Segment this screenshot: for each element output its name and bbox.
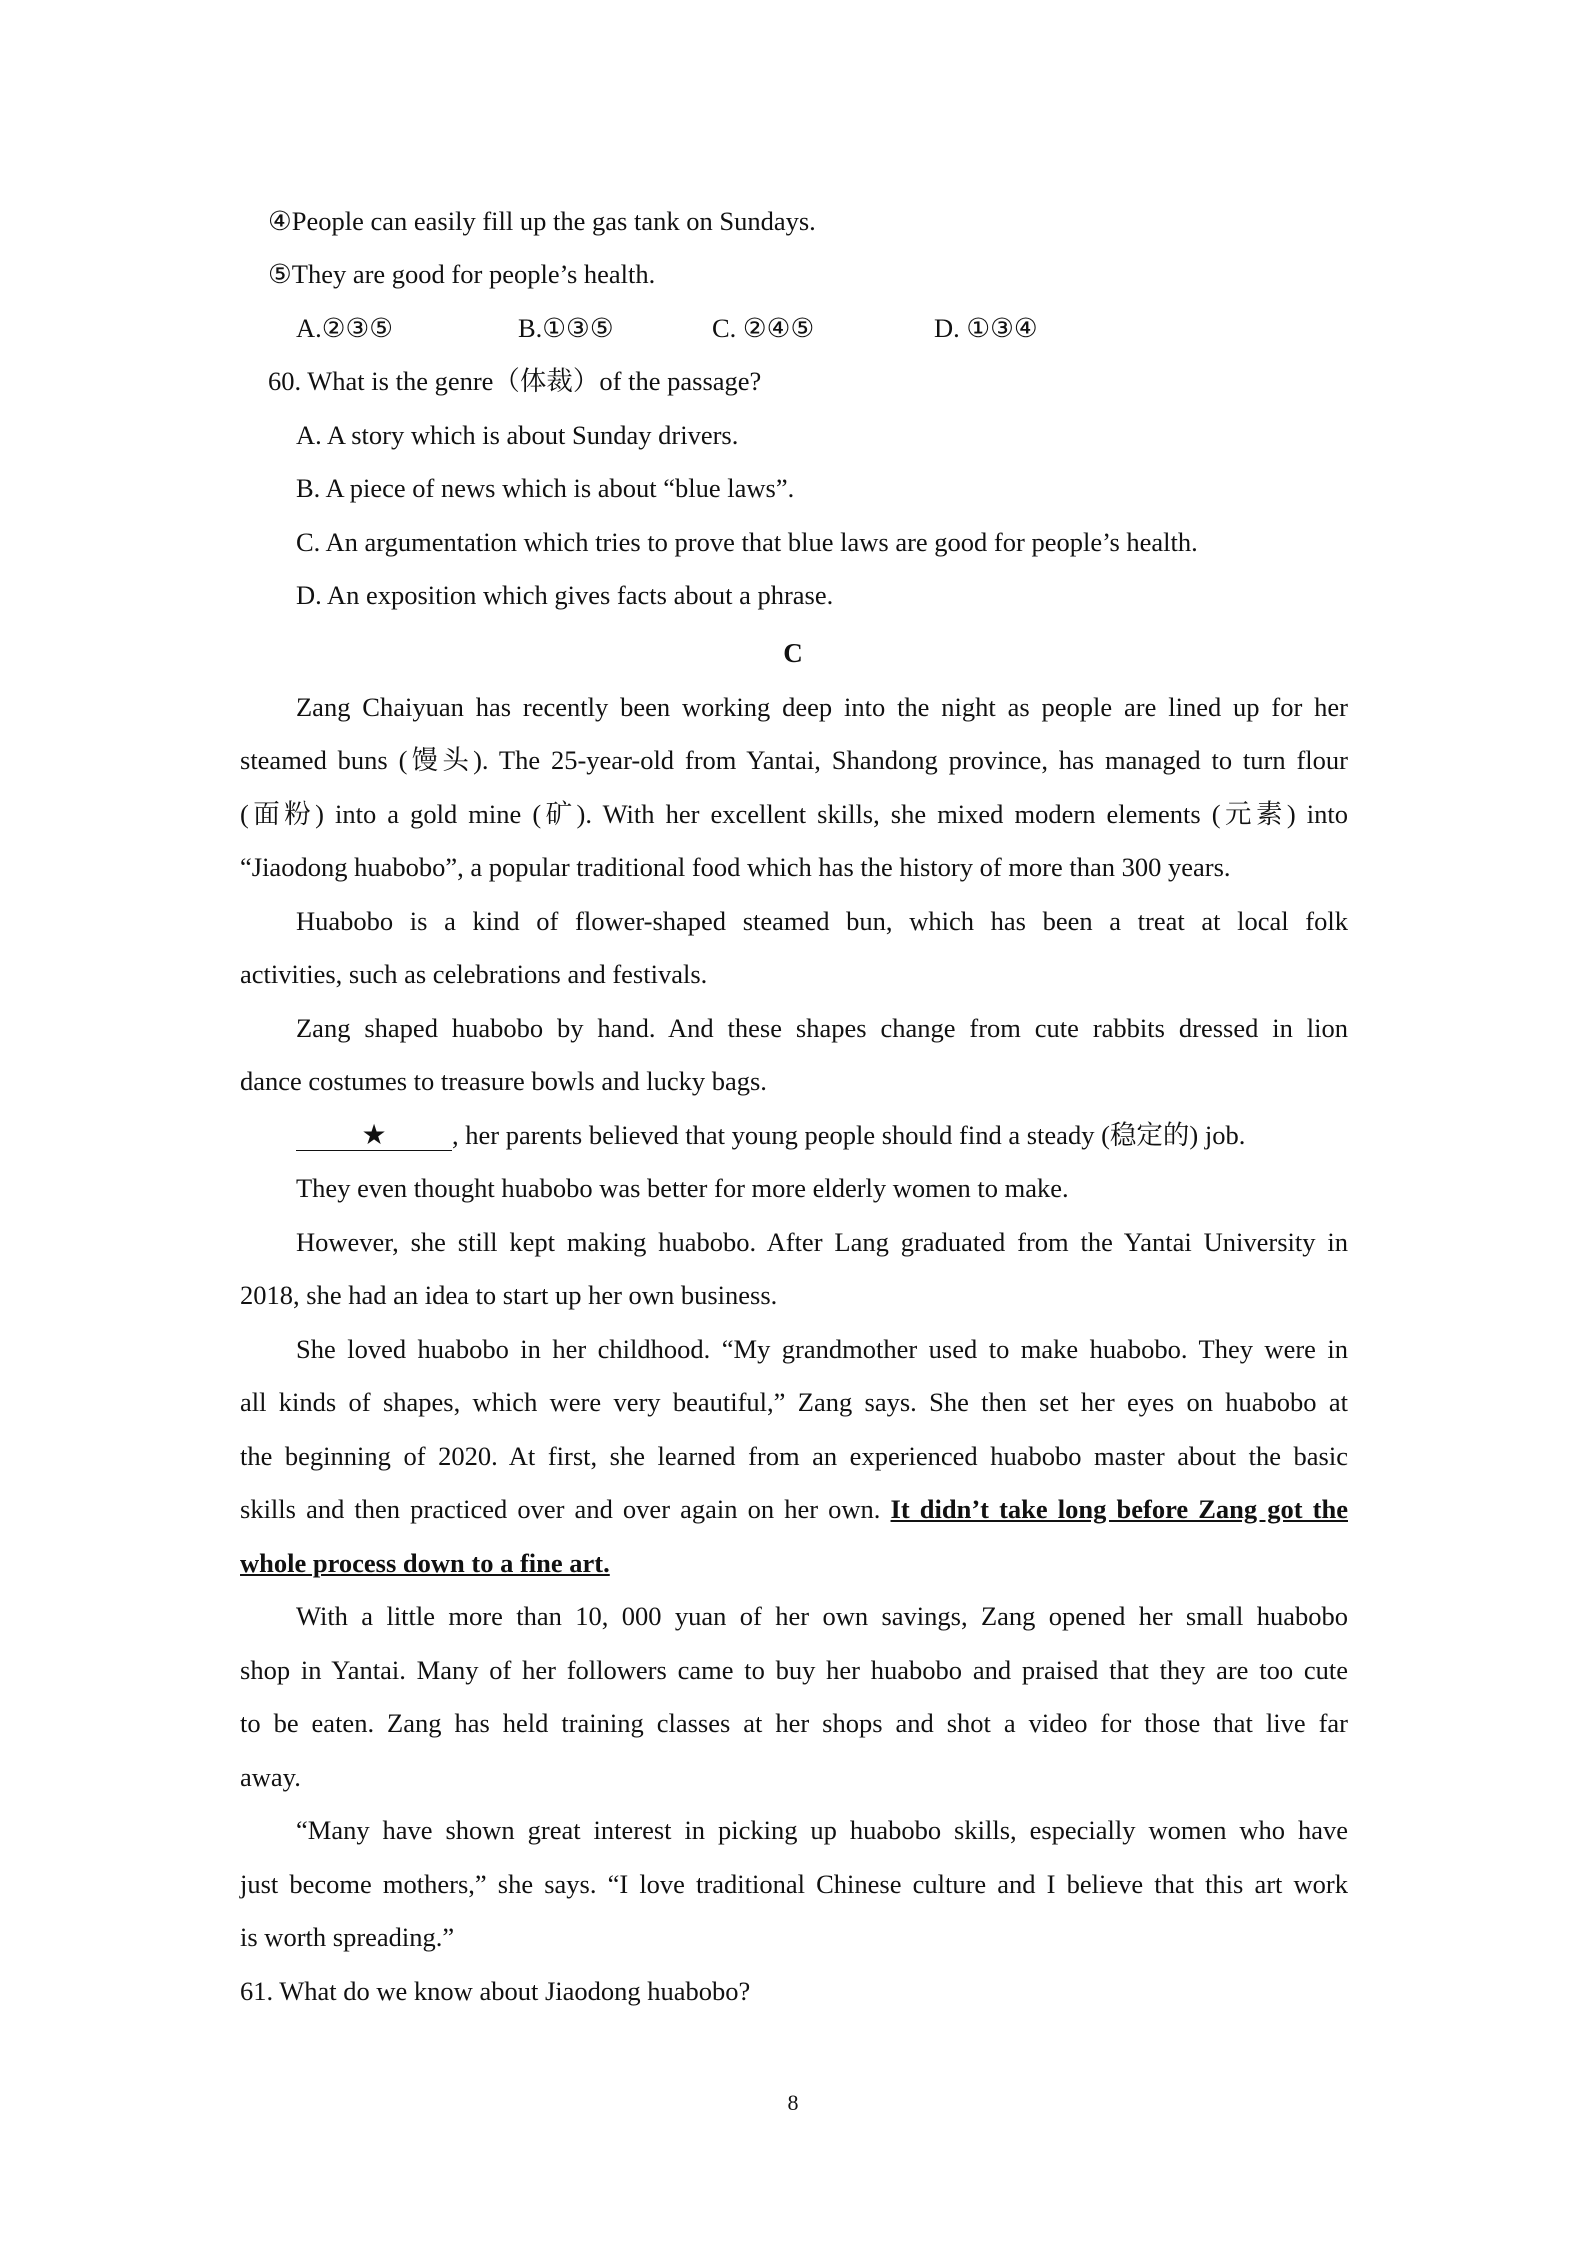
paragraph-line: activities, such as celebrations and festivals. <box>240 959 708 989</box>
paragraph-line: all kinds of shapes, which were very beautiful,” Zang says. She then set her eyes on huabobo at <box>240 1387 1348 1417</box>
paragraph-line: Zang shaped huabobo by hand. And these shapes change from cute rabbits dressed in lion <box>296 1013 1348 1043</box>
paragraph-line: dance costumes to treasure bowls and lucky bags. <box>240 1066 767 1096</box>
q61-stem: 61. What do we know about Jiaodong huabobo? <box>240 1976 751 2006</box>
paragraph-line: Zang Chaiyuan has recently been working deep into the night as people are lined up for her <box>296 692 1348 722</box>
paragraph-line: “Jiaodong huabobo”, a popular traditional food which has the history of more than 300 years. <box>240 852 1231 882</box>
paragraph-line-mixed <box>240 1492 1348 1526</box>
q59-option-4: ④People can easily fill up the gas tank on Sundays. <box>268 206 816 236</box>
section-heading: C <box>783 638 803 668</box>
q59-choice-d: D. ①③④ <box>934 313 1038 343</box>
paragraph-line: away. <box>240 1762 301 1792</box>
paragraph-line: However, she still kept making huabobo. After Lang graduated from the Yantai University in <box>296 1227 1348 1257</box>
paragraph-text: skills and then practiced over and over again on her own. <box>240 1494 891 1524</box>
paragraph-line: She loved huabobo in her childhood. “My grandmother used to make huabobo. They were in <box>296 1334 1348 1364</box>
page-number: 8 <box>787 2090 799 2115</box>
paragraph-line: steamed buns (馒头). The 25-year-old from Yantai, Shandong province, has managed to turn flour <box>240 745 1348 775</box>
paragraph-text: , her parents believed that young people should find a steady (稳定的) job. <box>452 1120 1246 1150</box>
answer-blank[interactable] <box>296 1121 452 1151</box>
paragraph-line: “Many have shown great interest in picking up huabobo skills, especially women who have <box>296 1815 1348 1845</box>
q60-choice-c: C. An argumentation which tries to prove that blue laws are good for people’s health. <box>296 527 1198 557</box>
paragraph-line <box>240 1546 610 1580</box>
q59-choice-b: B.①③⑤ <box>518 313 614 343</box>
star-icon: ★ <box>361 1120 387 1151</box>
paragraph-line: With a little more than 10, 000 yuan of her own savings, Zang opened her small huabobo <box>296 1601 1348 1631</box>
q60-stem: 60. What is the genre（体裁）of the passage? <box>268 366 762 396</box>
q60-choice-a: A. A story which is about Sunday drivers. <box>296 420 739 450</box>
q59-choice-c: C. ②④⑤ <box>712 313 815 343</box>
paragraph-line: Huabobo is a kind of flower-shaped steamed bun, which has been a treat at local folk <box>296 906 1348 936</box>
highlighted-sentence: whole process down to a fine art. <box>240 1548 610 1578</box>
paragraph-line: They even thought huabobo was better for more elderly women to make. <box>296 1173 1069 1203</box>
q59-option-5: ⑤They are good for people’s health. <box>268 259 656 289</box>
paragraph-line: 2018, she had an idea to start up her own business. <box>240 1280 778 1310</box>
paragraph-line: the beginning of 2020. At first, she learned from an experienced huabobo master about the basic <box>240 1441 1348 1471</box>
paragraph-line-with-blank <box>296 1118 1245 1152</box>
highlighted-sentence: It didn’t take long before Zang got the <box>890 1494 1348 1524</box>
q60-choice-b: B. A piece of news which is about “blue laws”. <box>296 473 795 503</box>
paragraph-line: just become mothers,” she says. “I love traditional Chinese culture and I believe that this art work <box>240 1869 1348 1899</box>
paragraph-line: (面粉) into a gold mine (矿). With her excellent skills, she mixed modern elements (元素) into <box>240 799 1348 829</box>
q60-choice-d: D. An exposition which gives facts about a phrase. <box>296 580 834 610</box>
paragraph-line: to be eaten. Zang has held training classes at her shops and shot a video for those that live far <box>240 1708 1348 1738</box>
paragraph-line: is worth spreading.” <box>240 1922 455 1952</box>
paragraph-line: shop in Yantai. Many of her followers came to buy her huabobo and praised that they are too cute <box>240 1655 1348 1685</box>
q59-choice-a: A.②③⑤ <box>296 313 394 343</box>
